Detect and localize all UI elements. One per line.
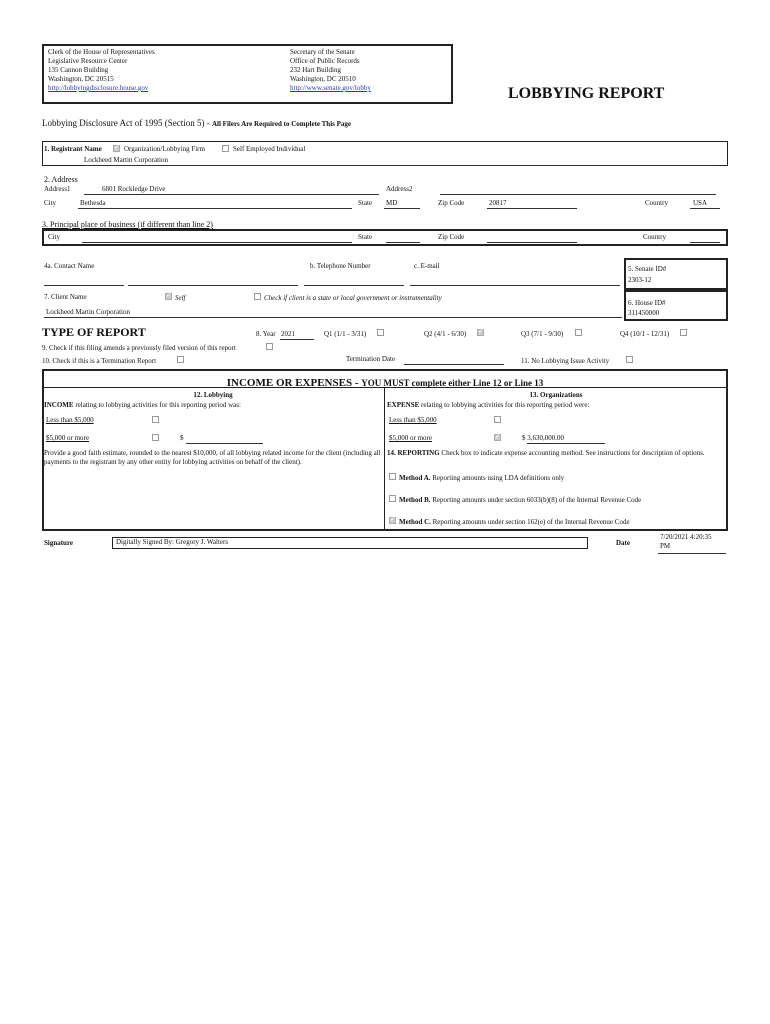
year-line [280, 339, 314, 340]
address2-label: Address2 [386, 185, 413, 193]
zip-value: 20817 [489, 199, 507, 207]
principal-state-label: State [358, 233, 372, 241]
self-employed-label: Self Employed Individual [233, 145, 306, 153]
method-b-label: Method B. Reporting amounts under section 6033(b)(8) of the Internal Revenue Code [399, 496, 642, 504]
expense-amount-line [527, 443, 605, 444]
senate-id-box [624, 258, 728, 290]
method-b-checkbox[interactable] [389, 495, 396, 502]
type-of-report-heading: TYPE OF REPORT [42, 325, 146, 339]
good-faith-text: Provide a good faith estimate, rounded to the nearest $10,000, of all lobbying related income for the client (including all payments to the registrant by any other entity for lobbying activities on behalf of the client). [44, 449, 381, 466]
year-value: 2021 [281, 330, 295, 338]
phone-line [304, 285, 404, 286]
act-line: Lobbying Disclosure Act of 1995 (Section 5) - All Filers Are Required to Complete This Page [42, 118, 351, 128]
expense-less-checkbox[interactable] [494, 416, 501, 423]
income-less-label: Less than $5,000 [46, 416, 94, 424]
expense-more-checkbox[interactable] [494, 434, 501, 441]
q4-label: Q4 (10/1 - 12/31) [620, 330, 670, 338]
senate-id-label: 5. Senate ID# [628, 265, 667, 273]
amend-label: 9. Check if this filing amends a previously filed version of this report [42, 344, 236, 352]
country-label: Country [645, 199, 668, 207]
country-value: USA [693, 199, 708, 207]
income-heading: INCOME OR EXPENSES - YOU MUST complete either Line 12 or Line 13 [226, 377, 544, 389]
income-text: INCOME relating to lobbying activities for this reporting period was: [44, 401, 241, 409]
q2-label: Q2 (4/1 - 6/30) [424, 330, 467, 338]
termination-label: 10. Check if this is a Termination Report [42, 357, 157, 365]
expense-amount: $ 3,630,000.00 [522, 434, 564, 442]
expense-more-label: $5,000 or more [389, 434, 432, 442]
registrant-name: Lockheed Martin Corporation [84, 156, 168, 164]
date-line [658, 553, 726, 554]
client-name-label: 7. Client Name [44, 293, 87, 301]
address1-label: Address1 [44, 185, 71, 193]
city-label: City [44, 199, 57, 207]
termination-checkbox[interactable] [177, 356, 184, 363]
client-self-label: Self [175, 294, 186, 302]
house-id-label: 6. House ID# [628, 299, 666, 307]
q4-checkbox[interactable] [680, 329, 687, 336]
method-c-label: Method C. Reporting amounts under section 162(e) of the Internal Revenue Code [399, 518, 630, 526]
city-line [78, 208, 352, 209]
city-value: Bethesda [80, 199, 106, 207]
principal-city-line [82, 242, 352, 243]
email-label: c. E-mail [414, 262, 440, 270]
contact-line-2 [128, 285, 298, 286]
zip-label: Zip Code [438, 199, 465, 207]
reporting-text: 14. REPORTING Check box to indicate expense accounting method. See instructions for description of options. [387, 449, 705, 457]
income-more-label: $5,000 or more [46, 434, 89, 442]
org-checkbox[interactable] [113, 145, 120, 152]
signature-value: Digitally Signed By: Gregory J. Walters [116, 538, 229, 546]
state-gov-checkbox[interactable] [254, 293, 261, 300]
client-line [44, 317, 622, 318]
zip-line [487, 208, 577, 209]
no-activity-checkbox[interactable] [626, 356, 633, 363]
amend-checkbox[interactable] [266, 343, 273, 350]
contact-line [44, 285, 124, 286]
income-more-checkbox[interactable] [152, 434, 159, 441]
state-gov-label: Check if client is a state or local government or instrumentality [264, 294, 442, 302]
principal-state-line [386, 242, 420, 243]
house-link[interactable]: http://lobbyingdisclosure.house.gov [48, 84, 149, 92]
q1-checkbox[interactable] [377, 329, 384, 336]
q3-checkbox[interactable] [575, 329, 582, 336]
address1-value: 6801 Rockledge Drive [102, 185, 166, 193]
address2-line [440, 194, 716, 195]
q1-label: Q1 (1/1 - 3/31) [324, 330, 367, 338]
senate-address: Secretary of the Senate Office of Public Records 232 Hart Building Washington, DC 20510 http://www.senate.gov/lobby [290, 48, 371, 92]
house-address: Clerk of the House of Representatives Legislative Resource Center 135 Cannon Building Washington, DC 20515 http://lobbyingdisclosure.house.gov [48, 48, 155, 92]
state-label: State [358, 199, 372, 207]
principal-zip-label: Zip Code [438, 233, 465, 241]
income-amount-line [186, 443, 263, 444]
method-c-checkbox[interactable] [389, 517, 396, 524]
principal-box [42, 229, 728, 246]
self-employed-checkbox[interactable] [222, 145, 229, 152]
client-self-checkbox[interactable] [165, 293, 172, 300]
q2-checkbox[interactable] [477, 329, 484, 336]
method-a-label: Method A. Reporting amounts using LDA definitions only [399, 474, 565, 482]
income-less-checkbox[interactable] [152, 416, 159, 423]
income-divider-v [384, 387, 385, 529]
email-line [410, 285, 620, 286]
termination-date-label: Termination Date [346, 355, 396, 363]
income-divider-h [42, 387, 728, 388]
principal-label: 3. Principal place of business (if different than line 2) [42, 220, 213, 229]
state-value: MD [386, 199, 398, 207]
principal-country-label: Country [643, 233, 666, 241]
year-label: 8. Year [256, 330, 276, 338]
client-name-value: Lockheed Martin Corporation [46, 308, 130, 316]
income-dollar: $ [180, 434, 184, 442]
country-line [690, 208, 720, 209]
registrant-underline [84, 165, 718, 166]
contact-name-label: 4a. Contact Name [44, 262, 95, 270]
senate-id-value: 2303-12 [628, 276, 652, 284]
date-value: 7/20/2021 4:20:35 PM [660, 533, 712, 550]
principal-zip-line [487, 242, 577, 243]
expense-less-label: Less than $5,000 [389, 416, 437, 424]
date-label: Date [616, 539, 630, 547]
state-line [384, 208, 420, 209]
termination-date-line [404, 364, 504, 365]
q3-label: Q3 (7/1 - 9/30) [521, 330, 564, 338]
registrant-label-row: 1. Registrant Name [44, 145, 102, 153]
phone-label: b. Telephone Number [310, 262, 371, 270]
organizations-heading: 13. Organizations [529, 391, 583, 399]
principal-city-label: City [48, 233, 61, 241]
principal-country-line [690, 242, 720, 243]
house-id-value: 311450000 [628, 309, 660, 317]
lobbying-heading: 12. Lobbying [193, 391, 233, 399]
org-label: Organization/Lobbying Firm [124, 145, 205, 153]
address-label: 2. Address [44, 175, 78, 184]
method-a-checkbox[interactable] [389, 473, 396, 480]
expense-text: EXPENSE relating to lobbying activities for this reporting period were: [387, 401, 590, 409]
senate-link[interactable]: http://www.senate.gov/lobby [290, 84, 371, 92]
address1-line [84, 194, 379, 195]
no-activity-label: 11. No Lobbying Issue Activity [521, 357, 610, 365]
page-title: LOBBYING REPORT [508, 85, 665, 102]
signature-label: Signature [44, 539, 74, 547]
